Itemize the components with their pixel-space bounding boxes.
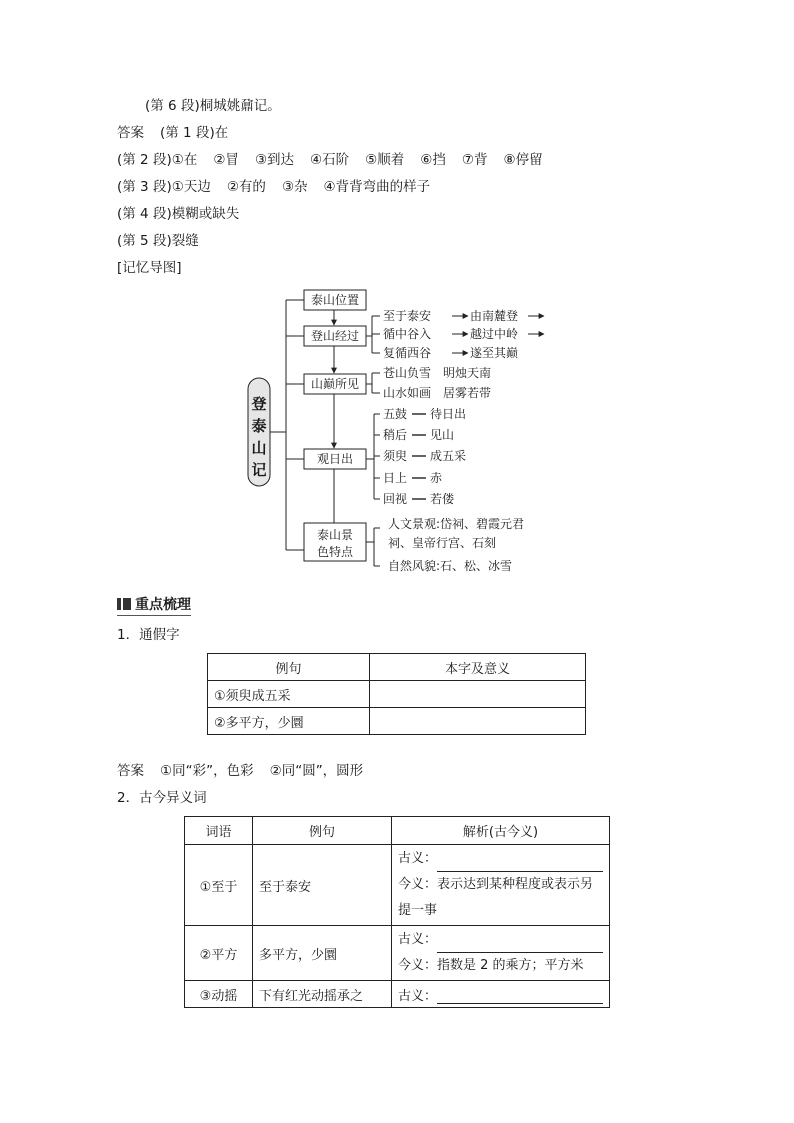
sunrise-event: 待日出 xyxy=(430,407,467,421)
ancient-blank[interactable] xyxy=(437,989,603,1004)
branch-summit-label: 山巅所见 xyxy=(310,377,360,391)
p3-item: ②有的 xyxy=(226,179,266,195)
q2-analysis xyxy=(392,981,610,1008)
q2-word: ③动摇 xyxy=(185,981,253,1008)
table-row xyxy=(185,845,610,926)
features-row: 人文景观:岱祠、碧霞元君 xyxy=(388,517,525,531)
climb-start: 至于泰安 xyxy=(383,309,432,323)
branch-features-label-1: 泰山景 xyxy=(316,528,354,542)
answer-label: 答案 xyxy=(117,763,144,779)
branch-location-label: 泰山位置 xyxy=(310,293,360,307)
p2-item: ⑥挡 xyxy=(420,152,446,168)
sunrise-time: 日上 xyxy=(383,471,408,485)
branch-features-label-2: 色特点 xyxy=(316,545,354,559)
p2-item: ⑤顺着 xyxy=(365,152,405,168)
section-marker-icon xyxy=(117,598,131,610)
root-char: 记 xyxy=(251,461,267,479)
q1-answer-line xyxy=(117,762,363,780)
answer-line-p3 xyxy=(117,178,430,196)
q1-sentence: ②多平方，少圜 xyxy=(208,708,370,735)
sunrise-event: 若偻 xyxy=(430,492,455,506)
q1-table xyxy=(207,653,586,735)
q1-answer-cell[interactable] xyxy=(370,681,586,708)
q2-word: ②平方 xyxy=(185,926,253,981)
section-title: 重点梳理 xyxy=(135,597,191,613)
climb-start: 循中谷入 xyxy=(383,327,432,341)
sunrise-time: 回视 xyxy=(383,492,408,506)
features-row: 祠、皇帝行宫、石刻 xyxy=(388,536,497,550)
q2-sentence: 下有红光动摇承之 xyxy=(253,981,392,1008)
p3-item: ④背背弯曲的样子 xyxy=(323,179,431,195)
modern-meaning-cont: 提一事 xyxy=(398,903,438,918)
sunrise-event: 见山 xyxy=(430,428,455,442)
ancient-label: 古义： xyxy=(398,932,438,947)
section-header xyxy=(117,594,191,614)
summit-row: 山水如画 居雾若带 xyxy=(383,386,492,400)
p1-text: (第 1 段)在 xyxy=(160,125,229,141)
table-row xyxy=(208,708,586,735)
features-row: 自然风貌:石、松、冰雪 xyxy=(388,559,513,573)
p2-label: (第 2 段) xyxy=(117,152,172,168)
sunrise-event: 成五采 xyxy=(430,449,467,463)
climb-end: 越过中岭 xyxy=(470,327,519,341)
q2-analysis xyxy=(392,926,610,981)
q2-header: 例句 xyxy=(253,817,392,845)
climb-end: 由南麓登 xyxy=(470,309,519,323)
root-char: 山 xyxy=(251,439,267,457)
q1-answer-item: ①同“彩”，色彩 xyxy=(160,763,254,779)
p2-item: ②冒 xyxy=(213,152,239,168)
answer-line-p4: (第 4 段)模糊或缺失 xyxy=(117,206,240,222)
ancient-blank[interactable] xyxy=(437,857,603,872)
p3-item: ①天边 xyxy=(171,179,211,195)
root-char: 登 xyxy=(251,395,267,413)
mindmap-label: [记忆导图] xyxy=(117,260,182,276)
q2-sentence: 至于泰安 xyxy=(253,845,392,926)
p2-item: ③到达 xyxy=(254,152,295,168)
branch-climb-label: 登山经过 xyxy=(310,329,360,343)
p3-item: ③杂 xyxy=(281,179,308,195)
ancient-meaning-line xyxy=(398,846,603,872)
q1-heading: 1．通假字 xyxy=(117,627,180,643)
climb-start: 复循西谷 xyxy=(383,346,432,360)
q1-answer-item: ②同“圆”，圆形 xyxy=(269,763,364,779)
q2-sentence: 多平方，少圜 xyxy=(253,926,392,981)
root-char: 泰 xyxy=(251,417,267,435)
p2-item: ①在 xyxy=(171,152,198,168)
paragraph-6-line: (第 6 段)桐城姚鼐记。 xyxy=(145,98,281,114)
ancient-label: 古义： xyxy=(398,988,438,1004)
ancient-meaning-line xyxy=(398,927,603,953)
q2-word: ①至于 xyxy=(185,845,253,926)
table-row xyxy=(185,981,610,1008)
summit-row: 苍山负雪 明烛天南 xyxy=(383,366,492,380)
ancient-label: 古义： xyxy=(398,851,438,866)
mind-map-diagram xyxy=(240,286,570,578)
q2-heading: 2．古今异义词 xyxy=(117,790,207,806)
answer-line-p2 xyxy=(117,151,543,169)
sunrise-event: 赤 xyxy=(430,471,443,485)
p2-item: ⑦背 xyxy=(461,152,488,168)
q1-sentence: ①须臾成五采 xyxy=(208,681,370,708)
q2-header: 词语 xyxy=(185,817,253,845)
answer-label: 答案 xyxy=(117,125,144,141)
q1-header: 本字及意义 xyxy=(370,654,586,681)
ancient-blank[interactable] xyxy=(437,938,603,953)
sunrise-time: 稍后 xyxy=(383,428,408,442)
answer-line-p1 xyxy=(117,124,228,142)
q1-answer-cell[interactable] xyxy=(370,708,586,735)
table-row xyxy=(208,681,586,708)
branch-sunrise-label: 观日出 xyxy=(316,452,354,466)
table-row xyxy=(185,926,610,981)
q2-header: 解析(古今义) xyxy=(392,817,610,845)
sunrise-time: 五鼓 xyxy=(383,407,408,421)
answer-line-p5: (第 5 段)裂缝 xyxy=(117,233,199,249)
sunrise-time: 须臾 xyxy=(383,449,408,463)
modern-meaning: 今义：指数是 2 的乘方；平方米 xyxy=(398,958,584,973)
q2-table xyxy=(184,816,610,1008)
climb-end: 遂至其巅 xyxy=(470,346,519,360)
modern-meaning: 今义：表示达到某种程度或表示另 xyxy=(398,877,594,892)
p2-item: ⑧停留 xyxy=(503,152,543,168)
p2-item: ④石阶 xyxy=(310,152,350,168)
q2-analysis xyxy=(392,845,610,926)
p3-label: (第 3 段) xyxy=(117,179,172,195)
mind-map xyxy=(240,286,570,578)
q1-header: 例句 xyxy=(208,654,370,681)
